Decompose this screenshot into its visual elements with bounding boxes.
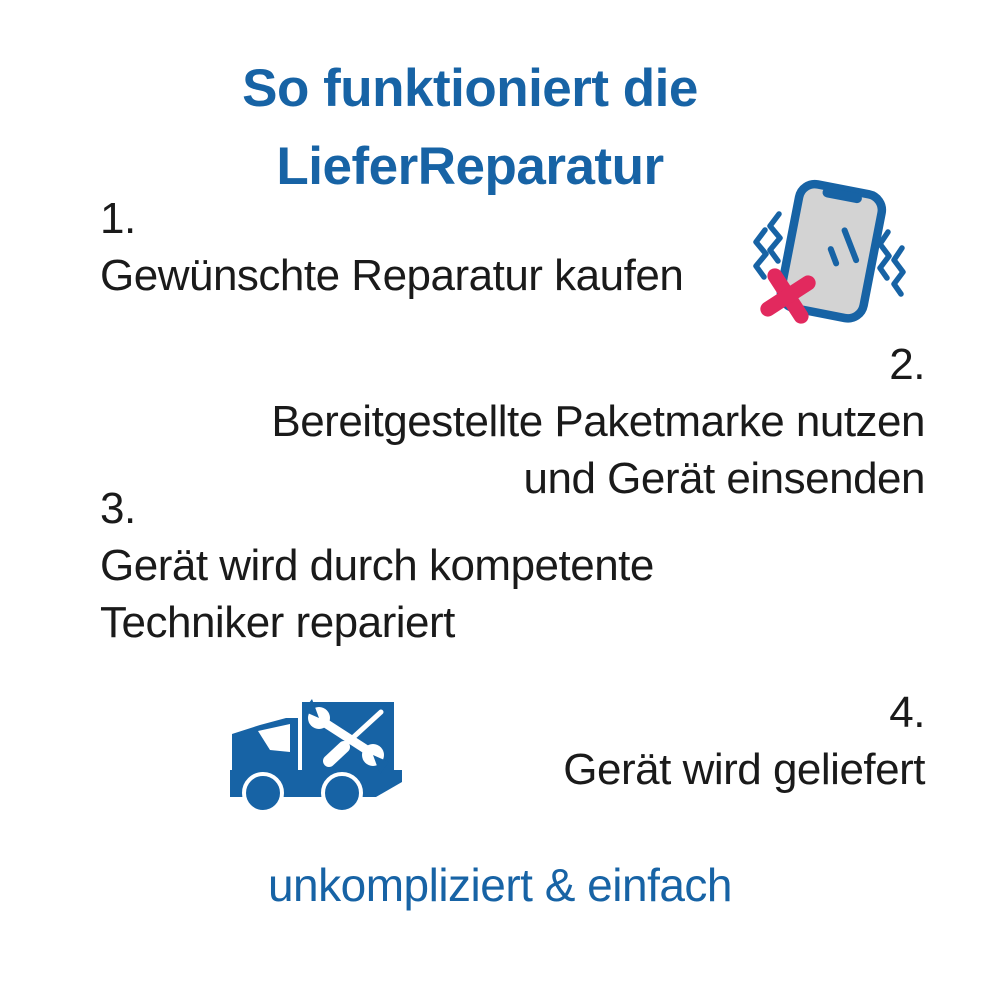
- vibration-zigzag-icon: [756, 230, 766, 277]
- repair-truck-svg: [224, 690, 404, 818]
- step-3: [100, 480, 654, 651]
- step-4-text: Gerät wird geliefert: [563, 745, 925, 794]
- step-1-number: 1.: [100, 194, 136, 243]
- footer-tagline: unkompliziert & einfach: [267, 859, 733, 911]
- page-title-line-2: LieferReparatur: [276, 137, 664, 196]
- step-3-text-line-1: Gerät wird durch kompetente: [100, 541, 654, 590]
- page-title-line-1: So funktioniert die: [242, 59, 698, 118]
- repair-delivery-truck-icon: [224, 690, 404, 818]
- vibration-zigzag-icon: [770, 214, 780, 261]
- step-1: [100, 190, 683, 304]
- step-4-number: 4.: [889, 688, 925, 737]
- step-4: [563, 684, 925, 798]
- truck-wheel: [244, 774, 282, 812]
- step-3-text-line-2: Techniker repariert: [100, 598, 455, 647]
- broken-phone-svg: [745, 168, 915, 338]
- step-3-number: 3.: [100, 484, 136, 533]
- step-2-text-line-1: Bereitgestellte Paketmarke nutzen: [271, 397, 925, 446]
- truck-wheel: [323, 774, 361, 812]
- vibration-zigzag-icon: [880, 232, 889, 278]
- vibrating-broken-phone-icon: [745, 168, 915, 338]
- step-1-text: Gewünschte Reparatur kaufen: [100, 251, 684, 300]
- step-2-text-line-2: und Gerät einsenden: [523, 454, 925, 503]
- step-2-number: 2.: [889, 340, 925, 389]
- vibration-zigzag-icon: [894, 248, 903, 294]
